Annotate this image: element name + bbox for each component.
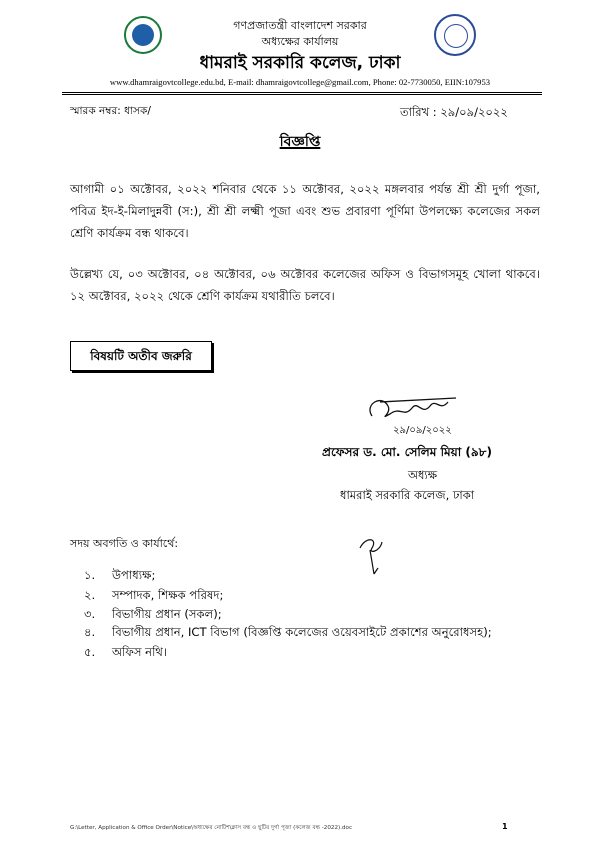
file-path-footer: G:\Letter, Application & Office Order\Notice\অধ্যক্ষের নোটিশ\ক্লাস বন্ধ ও ছুটির দুর্গা পূজা (কলেজ বন্ধ -2022).doc (70, 825, 353, 831)
signatory-name: প্রফেসর ড. মো. সেলিম মিয়া (৯৮) (322, 445, 492, 459)
header-rule (62, 92, 542, 93)
body-paragraph-1: আগামী ০১ অক্টোবর, ২০২২ শনিবার থেকে ১১ অক্টোবর, ২০২২ মঙ্গলবার পর্যন্ত শ্রী শ্রী দুর্গা পূজা, পবিত্র ইদ-ই-মিলাদুন্নবী (স:), শ্রী শ্রী লক্ষ্মী পূজা এবং শুভ প্রবারণা পূর্ণিমা উপলক্ষ্যে কলেজের সকল শ্রেণি কার্যক্রম বন্ধ থাকবে। (70, 182, 540, 240)
notice-title: বিজ্ঞপ্তি (279, 134, 321, 150)
distribution-heading: সদয় অবগতি ও কার্যার্থে: (70, 537, 179, 550)
office-name: অধ্যক্ষের কার্যালয় (261, 35, 339, 48)
government-name: গণপ্রজাতন্ত্রী বাংলাদেশ সরকার (233, 19, 367, 32)
header-rule-2 (62, 94, 542, 95)
signatory-institution: ধামরাই সরকারি কলেজ, ঢাকা (340, 488, 475, 502)
college-name: ধামরাই সরকারি কলেজ, ঢাকা (199, 53, 401, 73)
urgent-notice-box: বিষয়টি অতীব জরুরি (70, 341, 212, 371)
signatory-designation: অধ্যক্ষ (408, 468, 438, 482)
page-number: 1 (502, 822, 508, 831)
initial-scribble (352, 528, 392, 580)
list-item: ৩. বিভাগীয় প্রধান (সকল); (84, 607, 222, 621)
signature-date: ২৯/০৯/২০২২ (393, 425, 452, 436)
memo-number: স্মারক নম্বর: ধাসক/ (70, 105, 151, 117)
list-item: ২. সম্পাদক, শিক্ষক পরিষদ; (84, 588, 224, 602)
contact-info: www.dhamraigovtcollege.edu.bd, E-mail: dhamraigovtcollege@gmail.com, Phone: 02-7730050, EIIN:107953 (109, 77, 491, 87)
memo-date: তারিখ : ২৯/০৯/২০২২ (400, 105, 508, 119)
list-item: ১. উপাধ্যক্ষ; (84, 568, 156, 582)
list-item: ৪. বিভাগীয় প্রধান, ICT বিভাগ (বিজ্ঞপ্তি কলেজের ওয়েবসাইটে প্রকাশের অনুরোধসহ); (84, 625, 492, 639)
list-item: ৫. অফিস নথি। (84, 645, 168, 659)
body-paragraph-2: উল্লেখ্য যে, ০৩ অক্টোবর, ০৪ অক্টোবর, ০৬ অক্টোবর কলেজের অফিস ও বিভাগসমূহ খোলা থাকবে। ১২ অক্টোবর, ২০২২ থেকে শ্রেণি কার্যক্রম যথারীতি চলবে। (70, 267, 540, 303)
